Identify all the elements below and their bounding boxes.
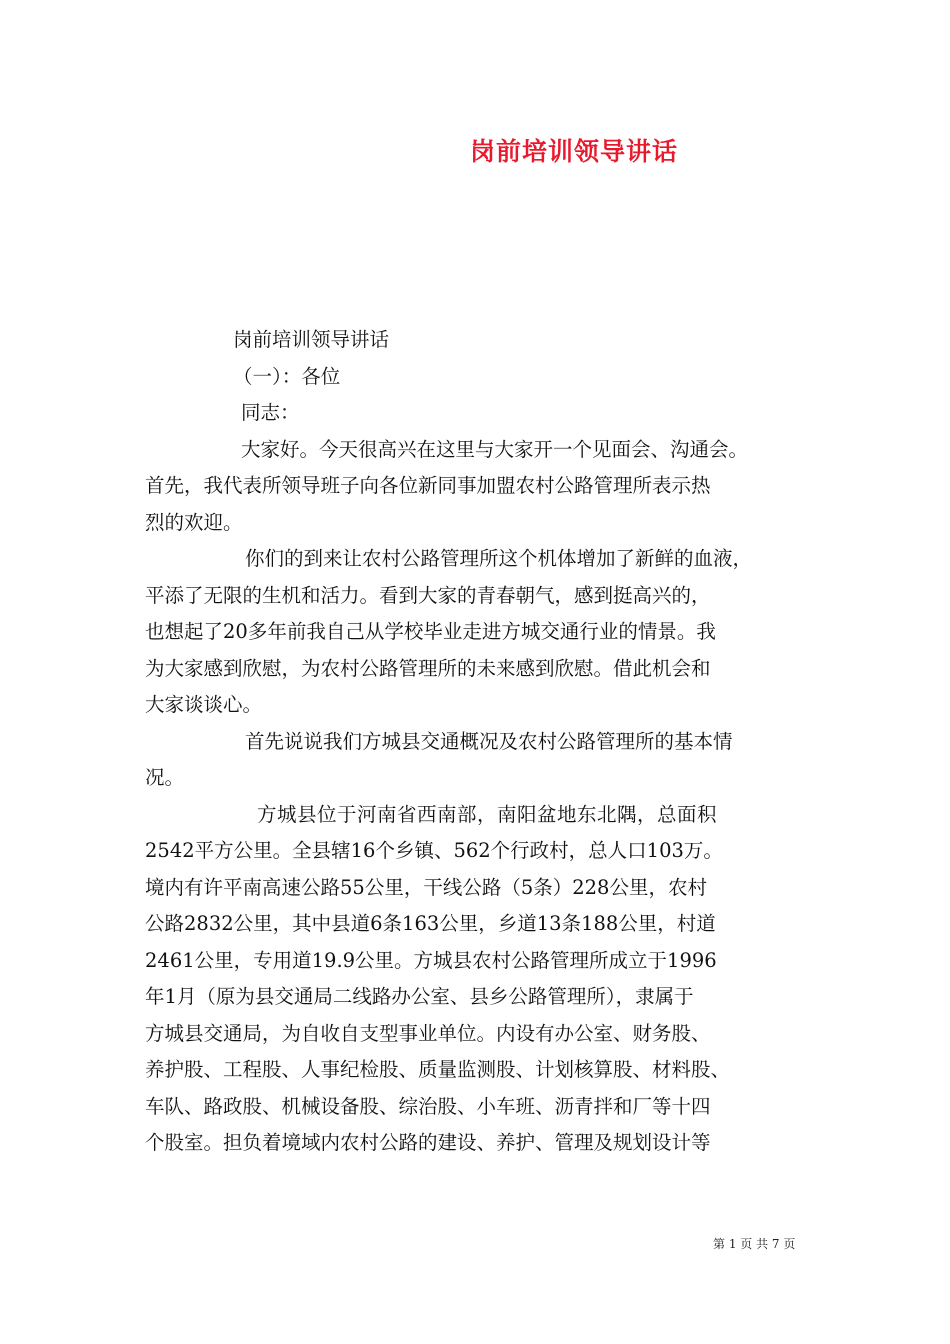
paragraph-line: 2461公里，专用道19.9公里。方城县农村公路管理所成立于1996 <box>145 948 717 972</box>
paragraph-line: 况。 <box>145 766 185 789</box>
paragraph-line: 个股室。担负着境域内农村公路的建设、养护、管理及规划设计等 <box>145 1131 711 1154</box>
paragraph-line: 也想起了20多年前我自己从学校毕业走进方城交通行业的情景。我 <box>145 620 716 643</box>
document-header-title: 岗前培训领导讲话 <box>470 137 679 166</box>
paragraph-line: 大家好。今天很高兴在这里与大家开一个见面会、沟通会。 <box>241 437 749 461</box>
body-heading: 岗前培训领导讲话 <box>233 328 390 351</box>
paragraph-line: 大家谈谈心。 <box>145 693 263 716</box>
section-label: （一）：各位 <box>233 364 341 388</box>
paragraph-line: 车队、路政股、机械设备股、综治股、小车班、沥青拌和厂等十四 <box>145 1094 711 1118</box>
page-number-footer: 第 1 页 共 7 页 <box>713 1237 796 1251</box>
paragraph-line: 养护股、工程股、人事纪检股、质量监测股、计划核算股、材料股、 <box>145 1058 731 1081</box>
paragraph-line: 公路2832公里，其中县道6条163公里，乡道13条188公里，村道 <box>145 912 716 935</box>
paragraph-line: 年1月（原为县交通局二线路办公室、县乡公路管理所），隶属于 <box>145 985 694 1008</box>
document-body <box>145 322 825 1162</box>
salutation: 同志： <box>241 401 300 424</box>
paragraph-line: 首先，我代表所领导班子向各位新同事加盟农村公路管理所表示热 <box>145 474 711 497</box>
paragraph-line: 方城县位于河南省西南部，南阳盆地东北隅，总面积 <box>257 802 718 826</box>
paragraph-line: 你们的到来让农村公路管理所这个机体增加了新鲜的血液， <box>245 547 753 570</box>
paragraph-line: 方城县交通局，为自收自支型事业单位。内设有办公室、财务股、 <box>145 1021 711 1045</box>
paragraph-line: 平添了无限的生机和活力。看到大家的青春朝气，感到挺高兴的， <box>145 583 711 607</box>
paragraph-line: 为大家感到欣慰，为农村公路管理所的未来感到欣慰。借此机会和 <box>145 656 711 680</box>
paragraph-line: 2542平方公里。全县辖16个乡镇、562个行政村，总人口103万。 <box>145 839 723 862</box>
paragraph-line: 首先说说我们方城县交通概况及农村公路管理所的基本情 <box>245 729 733 753</box>
paragraph-line: 境内有许平南高速公路55公里，干线公路（5条）228公里，农村 <box>145 875 707 899</box>
paragraph-line: 烈的欢迎。 <box>145 510 243 534</box>
